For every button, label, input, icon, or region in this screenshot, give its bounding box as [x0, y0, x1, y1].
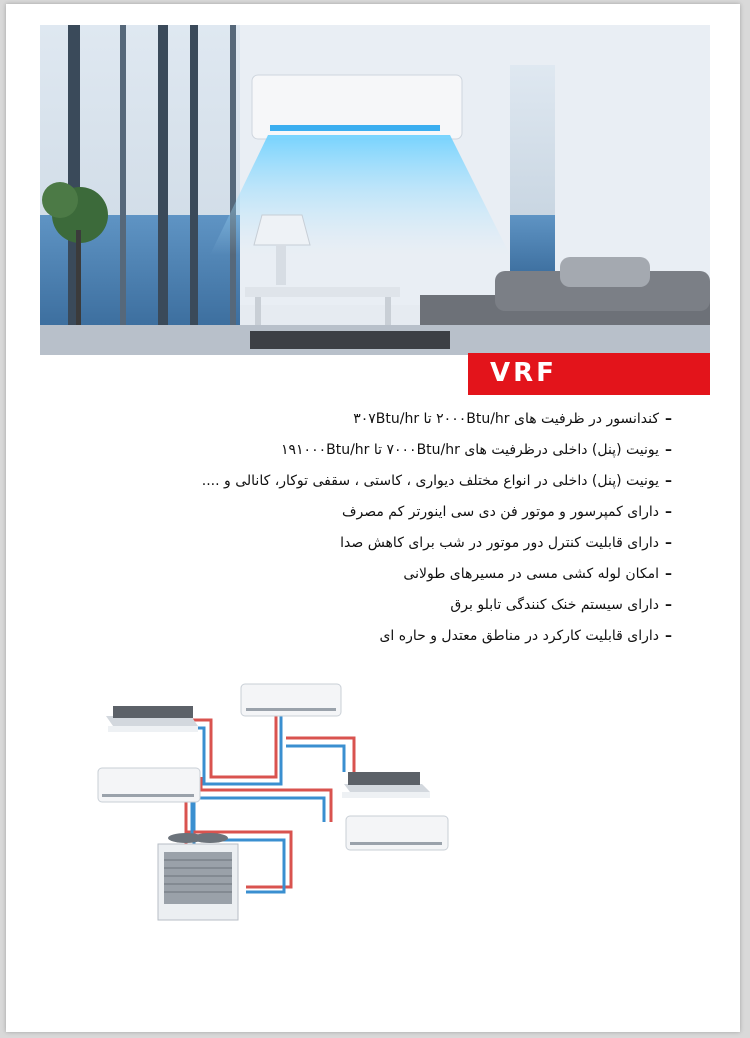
feature-item: –یونیت (پنل) داخلی درظرفیت های ۷۰۰۰Btu/hr تا ۱۹۱۰۰۰Btu/hr: [280, 442, 672, 458]
feature-item: –دارای قابلیت کارکرد در مناطق معتدل و حاره ای: [379, 628, 672, 644]
feature-item: –امکان لوله کشی مسی در مسیرهای طولانی: [403, 566, 672, 582]
feature-item: –دارای سیستم خنک کنندگی تابلو برق: [450, 597, 672, 613]
wall-unit: [98, 768, 200, 802]
cassette-unit: [342, 772, 430, 798]
vrf-system-diagram: [86, 672, 466, 932]
wall-unit: [241, 684, 341, 716]
feature-list: [72, 404, 672, 652]
hero-image: [40, 25, 710, 355]
feature-item: –یونیت (پنل) داخلی در انواع مختلف دیواری ، کاستی ، سقفی توکار، کانالی و ....: [201, 473, 672, 489]
pipe-cold: [286, 746, 344, 772]
vrf-banner: [468, 353, 710, 395]
wall-unit: [346, 816, 448, 850]
feature-item: –کندانسور در ظرفیت های ۲۰۰۰Btu/hr تا ۳۰۷Btu/hr: [353, 411, 672, 427]
outdoor-condenser-unit: [158, 833, 238, 920]
feature-item: –دارای کمپرسور و موتور فن دی سی اینورتر کم مصرف: [341, 504, 672, 520]
brochure-page: [6, 4, 740, 1032]
cassette-unit: [106, 706, 198, 732]
feature-item: –دارای قابلیت کنترل دور موتور در شب برای کاهش صدا: [340, 535, 672, 551]
vrf-title: VRF: [490, 358, 557, 388]
